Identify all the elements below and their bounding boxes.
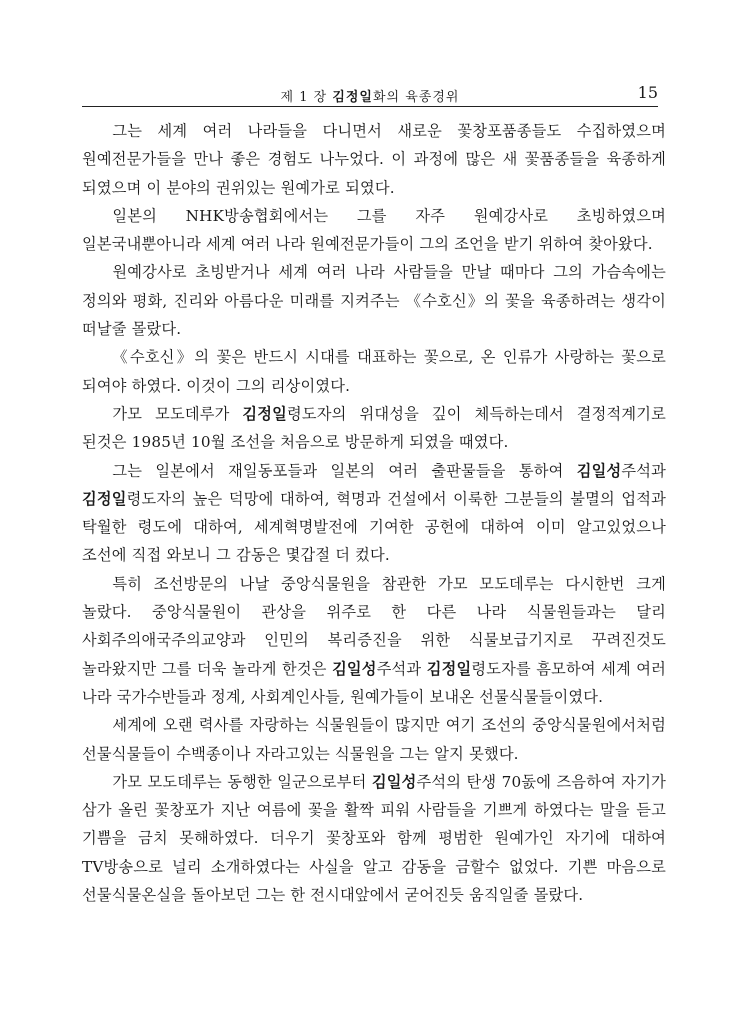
paragraph	[82, 202, 666, 259]
text-segment: 주석의 탄생 70돐에 즈음하여 자기가 삼가 올린 꽃창포가 지난 여름에 꽃을 활짝 피워 사람들을 기쁘게 하였다는 말을 듣고 기쁨을 금치 못해하였다. 더우기 꽃창포와 함께 평범한 원예가인 자기에 대하여 TV방송으로 널리 소개하였다는 사실을 알고 감동을 금할수 없었다. 기쁜 마음으로 선물식물온실을 돌아보던 그는 한 전시대앞에서 굳어진듯 움직일줄 몰랐다.	[82, 772, 666, 905]
text-segment: 《수호신》의 꽃은 반드시 시대를 대표하는 꽃으로, 온 인류가 사랑하는 꽃으로 되여야 하였다. 이것이 그의 리상이였다.	[82, 348, 666, 395]
text-segment: 그는 세계 여러 나라들을 다니면서 새로운 꽃창포품종들도 수집하였으며 원예전문가들을 만나 좋은 경험도 나누었다. 이 과정에 많은 새 꽃품종들을 육종하게 되였으며 이 분야의 권위있는 원예가로 되였다.	[82, 122, 666, 197]
text-segment: 그는 일본에서 재일동포들과 일본의 여러 출판물들을 통하여	[112, 461, 577, 480]
text-segment: 주석과	[376, 659, 427, 678]
paragraph	[82, 343, 666, 400]
running-title	[82, 86, 658, 105]
text-segment: 령도자를 흠모하여 세계 여러 나라 국가수반들과 정계, 사회계인사들, 원예가들이 보내온 선물식물들이였다.	[82, 659, 666, 706]
leader-name: 김정일	[426, 659, 472, 678]
text-segment: 령도자의 높은 덕망에 대하여, 혁명과 건설에서 이룩한 그분들의 불멸의 업적과 탁월한 령도에 대하여, 세계혁명발전에 기여한 공헌에 대하여 이미 알고있었으나 조선에 직접 와보니 그 감동은 몇갑절 더 컸다.	[82, 489, 666, 565]
running-title-name: 김정일	[332, 90, 373, 105]
page-header	[82, 84, 658, 107]
text-segment: 가모 모도데루는 동행한 일군으로부터	[112, 772, 372, 791]
paragraph	[82, 117, 666, 202]
leader-name: 김일성	[332, 659, 377, 678]
paragraph	[82, 457, 666, 570]
text-segment: 주석과	[621, 461, 666, 480]
paragraph	[82, 711, 666, 768]
text-segment: 원예강사로 초빙받거나 세계 여러 나라 사람들을 만날 때마다 그의 가슴속에는 정의와 평화, 진리와 아름다운 미래를 지켜주는 《수호신》의 꽃을 육종하려는 생각이 떠날줄 몰랐다.	[82, 263, 666, 339]
paragraph	[82, 400, 666, 457]
page-number: 15	[637, 83, 658, 102]
paragraph	[82, 570, 666, 711]
leader-name: 김정일	[242, 404, 288, 423]
text-segment: 령도자의 위대성을 깊이 체득하는데서 결정적계기로 된것은 1985년 10월 조선을 처음으로 방문하게 되였을 때였다.	[82, 404, 667, 452]
leader-name: 김일성	[371, 772, 417, 791]
leader-name: 김정일	[82, 489, 127, 508]
running-title-prefix: 제 1 장	[280, 90, 333, 105]
body-text	[82, 117, 666, 909]
text-segment: 가모 모도데루가	[112, 404, 243, 423]
leader-name: 김일성	[576, 461, 622, 480]
text-segment: 일본의 NHK방송협회에서는 그를 자주 원예강사로 초빙하였으며 일본국내뿐아니라 세계 여러 나라 원예전문가들이 그의 조언을 받기 위하여 찾아왔다.	[82, 206, 666, 254]
text-segment: 세계에 오랜 력사를 자랑하는 식물원들이 많지만 여기 조선의 중앙식물원에서처럼 선물식물들이 수백종이나 자라고있는 식물원을 그는 알지 못했다.	[82, 716, 666, 763]
paragraph	[82, 258, 666, 343]
running-title-suffix: 화의 육종경위	[373, 90, 460, 105]
paragraph	[82, 768, 666, 909]
text-segment: 특히 조선방문의 나날 중앙식물원을 참관한 가모 모도데루는 다시한번 크게 놀랐다. 중앙식물원이 관상을 위주로 한 다른 나라 식물원들과는 달리 사회주의애국주의교양과 인민의 복리증진을 위한 식물보급기지로 꾸려진것도 놀라왔지만 그를 더욱 놀라게 한것은	[82, 574, 666, 678]
